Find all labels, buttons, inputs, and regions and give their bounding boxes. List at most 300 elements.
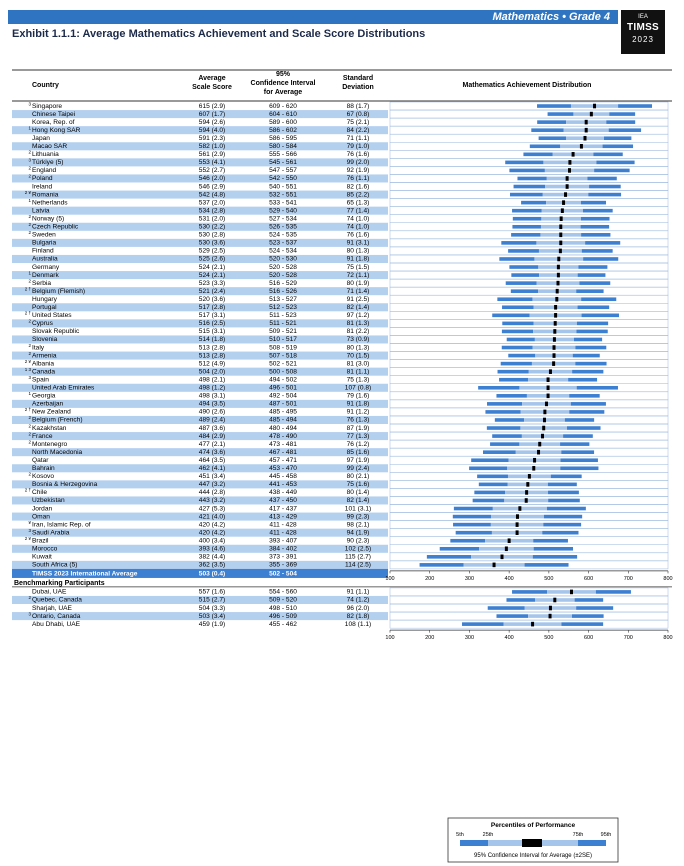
percentile-5-25-bar: [497, 297, 532, 301]
average-marker: [525, 498, 528, 503]
confidence-interval: 586 - 595: [269, 134, 297, 142]
country-name: Türkiye (5): [32, 159, 64, 167]
percentile-75-95-bar: [581, 233, 610, 237]
average-marker: [570, 590, 573, 595]
percentile-75-95-bar: [533, 539, 568, 543]
average-marker: [547, 394, 550, 399]
confidence-interval: 500 - 508: [269, 368, 297, 376]
country-name: Sharjah, UAE: [32, 604, 72, 612]
average-marker: [559, 233, 562, 238]
percentile-75-95-bar: [572, 614, 604, 618]
standard-deviation: 98 (2.1): [346, 521, 370, 529]
standard-deviation: 82 (1.4): [346, 304, 370, 311]
confidence-interval: 542 - 550: [269, 175, 297, 183]
benchmark-title: Benchmarking Participants: [14, 579, 105, 587]
confidence-interval: 580 - 584: [269, 143, 297, 150]
standard-deviation: 75 (1.6): [346, 481, 370, 489]
average-score: 530 (2.8): [198, 231, 226, 239]
country-name: South Africa (5): [32, 561, 78, 569]
country-name: Abu Dhabi, UAE: [32, 620, 81, 628]
average-marker: [583, 136, 586, 141]
country-note: 2: [28, 415, 31, 421]
country-name: Qatar: [32, 456, 49, 464]
standard-deviation: 92 (1.9): [346, 167, 370, 175]
percentile-5-25-bar: [490, 442, 519, 446]
col-sd-header-2: Deviation: [342, 84, 374, 91]
confidence-interval: 496 - 501: [269, 384, 297, 392]
country-name: Georgia: [32, 392, 56, 400]
confidence-interval: 411 - 428: [269, 521, 297, 529]
percentile-75-95-bar: [581, 297, 616, 301]
country-name: Norway (5): [32, 215, 65, 223]
confidence-interval: 393 - 407: [269, 537, 297, 545]
percentile-5-25-bar: [537, 104, 571, 108]
percentile-75-95-bar: [594, 169, 629, 173]
average-marker: [516, 522, 519, 527]
average-score: 525 (2.6): [198, 255, 226, 263]
average-marker: [566, 184, 569, 189]
country-name: Bulgaria: [32, 239, 57, 247]
confidence-interval: 496 - 509: [269, 612, 297, 620]
standard-deviation: 82 (1.8): [346, 612, 370, 620]
average-marker: [553, 353, 556, 358]
country-note: 2 ¥: [24, 358, 31, 364]
country-name: Ireland: [32, 183, 53, 191]
average-marker: [559, 224, 562, 229]
average-marker: [549, 369, 552, 374]
country-name: Slovenia: [32, 336, 58, 344]
country-note: 1 3: [24, 366, 31, 372]
confidence-interval: 527 - 534: [269, 215, 297, 223]
country-name: Saudi Arabia: [32, 529, 70, 537]
percentile-75-95-bar: [575, 598, 604, 602]
average-score: 484 (2.9): [198, 432, 226, 440]
confidence-interval: 485 - 494: [269, 416, 297, 424]
standard-deviation: 81 (1.3): [346, 320, 370, 328]
average-score: 524 (2.1): [198, 263, 226, 271]
percentile-75-95-bar: [533, 555, 577, 559]
percentile-75-95-bar: [548, 491, 579, 495]
percentile-75-95-bar: [561, 458, 598, 462]
country-note: 3: [28, 101, 31, 107]
percentile-5-25-bar: [517, 177, 546, 181]
country-note: 3: [28, 611, 31, 617]
percentile-75-95-bar: [578, 273, 606, 277]
average-marker: [552, 361, 555, 366]
average-score: 400 (3.4): [198, 537, 226, 545]
average-marker: [541, 434, 544, 439]
percentile-5-25-bar: [499, 378, 528, 382]
average-score: 529 (2.5): [198, 247, 226, 255]
standard-deviation: 85 (2.2): [346, 191, 370, 199]
x-tick-label: 100: [385, 635, 395, 642]
percentile-75-95-bar: [609, 128, 641, 132]
average-marker: [553, 337, 556, 342]
average-marker: [553, 598, 556, 603]
standard-deviation: 71 (1.1): [346, 134, 370, 142]
average-score: 382 (4.4): [198, 553, 226, 561]
average-score: 362 (3.5): [198, 561, 226, 569]
country-note: 1: [28, 197, 31, 203]
x-tick-label: 700: [623, 575, 633, 582]
average-marker: [568, 160, 571, 165]
x-tick-label: 600: [583, 575, 594, 582]
country-note: 2 ¥: [24, 535, 31, 541]
country-name: North Macedonia: [32, 448, 83, 456]
confidence-interval: 480 - 494: [269, 424, 297, 432]
average-marker: [556, 281, 559, 286]
standard-deviation: 115 (2.7): [345, 553, 371, 561]
average-marker: [566, 176, 569, 181]
percentile-5-25-bar: [539, 136, 566, 140]
confidence-interval: 492 - 504: [269, 392, 297, 400]
average-score: 504 (2.0): [198, 368, 226, 376]
average-marker: [516, 514, 519, 519]
col-avg-header-1: Average: [198, 75, 226, 82]
standard-deviation: 75 (1.3): [346, 376, 370, 384]
confidence-interval: 417 - 437: [269, 505, 297, 513]
average-marker: [505, 546, 508, 551]
standard-deviation: 73 (0.9): [346, 336, 370, 344]
standard-deviation: 108 (1.1): [344, 620, 372, 628]
percentile-5-25-bar: [487, 426, 521, 430]
average-score: 515 (2.7): [198, 596, 226, 604]
average-score: 447 (3.2): [198, 481, 226, 489]
confidence-interval: 520 - 530: [269, 255, 297, 263]
average-marker: [538, 442, 541, 447]
average-marker: [593, 104, 596, 109]
confidence-interval: 524 - 534: [269, 247, 297, 255]
percentile-5-25-bar: [512, 225, 541, 229]
percentile-5-25-bar: [509, 169, 544, 173]
average-score: 420 (4.2): [198, 521, 226, 529]
percentile-75-95-bar: [547, 507, 586, 511]
standard-deviation: 77 (1.3): [346, 432, 370, 440]
country-note: 2: [28, 149, 31, 155]
average-marker: [555, 297, 558, 302]
percentile-5-25-bar: [440, 547, 479, 551]
country-note: 2: [28, 439, 31, 445]
average-marker: [525, 490, 528, 495]
average-marker: [547, 377, 550, 382]
average-score: 498 (3.1): [198, 392, 226, 400]
country-note: 2 ¥: [24, 189, 31, 195]
x-tick-label: 800: [663, 575, 673, 582]
standard-deviation: 80 (1.3): [346, 247, 370, 255]
confidence-interval: 498 - 510: [269, 604, 297, 612]
confidence-interval: 589 - 600: [269, 118, 297, 126]
legend-p75: 75th: [572, 832, 584, 838]
average-marker: [508, 538, 511, 543]
legend-p5: 5th: [456, 832, 464, 838]
confidence-interval: 511 - 521: [269, 320, 297, 328]
country-name: Ontario, Canada: [32, 612, 81, 620]
legend-high-bar: [578, 840, 606, 846]
confidence-interval: 373 - 391: [269, 553, 297, 561]
percentile-75-95-bar: [606, 120, 635, 124]
percentile-5-25-bar: [506, 281, 537, 285]
country-note: 2: [28, 431, 31, 437]
percentile-5-25-bar: [488, 606, 525, 610]
percentile-5-25-bar: [506, 598, 535, 602]
average-score: 520 (3.6): [198, 295, 226, 303]
percentile-5-25-bar: [420, 563, 464, 567]
percentile-5-25-bar: [492, 434, 522, 438]
average-marker: [549, 614, 552, 619]
confidence-interval: 413 - 429: [269, 513, 297, 521]
legend-title: Percentiles of Performance: [490, 822, 576, 829]
average-score: 594 (2.6): [198, 118, 226, 126]
percentile-75-95-bar: [603, 144, 633, 148]
country-note: 2: [28, 342, 31, 348]
average-marker: [554, 321, 557, 326]
percentile-5-25-bar: [485, 410, 520, 414]
country-name: Lithuania: [32, 151, 59, 159]
col-ci-header-3: for Average: [263, 89, 303, 96]
average-score: 594 (4.0): [198, 126, 226, 134]
percentile-75-95-bar: [581, 225, 610, 229]
average-marker: [585, 128, 588, 133]
confidence-interval: 532 - 551: [269, 191, 297, 199]
percentile-75-95-bar: [582, 249, 613, 253]
confidence-interval: 445 - 458: [269, 473, 297, 481]
x-tick-label: 600: [583, 635, 594, 642]
percentile-75-95-bar: [565, 418, 594, 422]
standard-deviation: 114 (2.5): [345, 561, 371, 569]
country-name: Finland: [32, 247, 54, 255]
standard-deviation: 97 (1.9): [346, 456, 370, 464]
country-note: 2 †: [24, 487, 31, 493]
average-score: 537 (2.0): [198, 199, 226, 207]
confidence-interval: 441 - 453: [269, 481, 297, 489]
country-name: Netherlands: [32, 199, 68, 207]
x-tick-label: 500: [544, 635, 554, 642]
country-name: Armenia: [32, 352, 57, 360]
average-marker: [532, 466, 535, 471]
country-name: Spain: [32, 376, 49, 384]
country-name: Macao SAR: [32, 143, 68, 150]
confidence-interval: 478 - 490: [269, 432, 297, 440]
percentile-75-95-bar: [593, 153, 622, 157]
percentile-5-25-bar: [496, 394, 526, 398]
percentile-75-95-bar: [569, 410, 604, 414]
percentile-5-25-bar: [531, 128, 563, 132]
confidence-interval: 487 - 501: [269, 400, 297, 408]
percentile-5-25-bar: [450, 539, 485, 543]
country-name: Poland: [32, 175, 53, 183]
percentile-75-95-bar: [577, 322, 608, 326]
percentile-5-25-bar: [514, 185, 546, 189]
confidence-interval: 453 - 470: [269, 465, 297, 472]
country-note: 2: [28, 350, 31, 356]
average-marker: [554, 305, 557, 310]
average-score: 513 (2.8): [198, 352, 226, 360]
x-tick-label: 400: [504, 575, 514, 582]
average-marker: [572, 152, 575, 157]
percentile-5-25-bar: [511, 233, 540, 237]
average-score: 451 (3.4): [198, 473, 226, 481]
average-score: 494 (3.5): [198, 400, 226, 408]
percentile-75-95-bar: [581, 201, 606, 205]
average-marker: [557, 257, 560, 262]
percentile-75-95-bar: [572, 370, 603, 374]
standard-deviation: 91 (1.2): [346, 408, 370, 416]
standard-deviation: 75 (1.5): [346, 263, 370, 271]
standard-deviation: 76 (1.1): [346, 175, 370, 183]
standard-deviation: 96 (2.0): [346, 604, 370, 612]
percentile-5-25-bar: [469, 466, 507, 470]
percentile-75-95-bar: [578, 265, 607, 269]
confidence-interval: 457 - 471: [269, 456, 297, 464]
average-marker: [493, 563, 496, 568]
confidence-interval: 438 - 449: [269, 489, 297, 497]
country-name: Singapore: [32, 102, 63, 110]
average-marker: [543, 410, 546, 415]
country-name: Denmark: [32, 271, 59, 279]
standard-deviation: 72 (1.1): [346, 271, 370, 279]
standard-deviation: 74 (1.2): [346, 596, 370, 604]
percentile-5-25-bar: [502, 346, 533, 350]
percentile-75-95-bar: [543, 523, 581, 527]
country-note: 2 †: [24, 407, 31, 413]
percentile-75-95-bar: [576, 330, 607, 334]
percentile-75-95-bar: [583, 257, 618, 261]
percentile-75-95-bar: [596, 161, 634, 165]
x-tick-label: 500: [544, 575, 554, 582]
confidence-interval: 586 - 602: [269, 126, 297, 134]
percentile-75-95-bar: [563, 434, 593, 438]
percentile-5-25-bar: [498, 370, 529, 374]
standard-deviation: 74 (1.0): [346, 215, 370, 223]
percentile-75-95-bar: [561, 450, 594, 454]
country-note: 2: [28, 173, 31, 179]
average-marker: [560, 216, 563, 221]
confidence-interval: 540 - 551: [269, 183, 297, 191]
average-marker: [556, 289, 559, 294]
average-score: 462 (4.1): [198, 465, 226, 472]
subject-label: Mathematics • Grade 4: [492, 11, 610, 23]
percentile-5-25-bar: [499, 257, 534, 261]
average-score: 546 (2.9): [198, 183, 226, 191]
standard-deviation: 81 (3.0): [346, 360, 370, 368]
average-score: 582 (1.0): [198, 143, 226, 150]
percentile-75-95-bar: [589, 185, 621, 189]
country-note: 2: [28, 213, 31, 219]
percentile-75-95-bar: [574, 338, 602, 342]
percentile-75-95-bar: [585, 241, 620, 245]
confidence-interval: 509 - 521: [269, 328, 297, 336]
average-score: 421 (4.0): [198, 513, 226, 521]
percentile-75-95-bar: [548, 483, 577, 487]
average-score: 503 (3.4): [198, 612, 226, 620]
percentile-5-25-bar: [505, 161, 543, 165]
country-name: Azerbaijan: [32, 400, 64, 408]
percentile-5-25-bar: [495, 418, 524, 422]
average-marker: [590, 112, 593, 117]
country-name: Sweden: [32, 231, 56, 239]
percentile-75-95-bar: [573, 354, 600, 358]
country-name: England: [32, 167, 57, 175]
country-name: Quebec, Canada: [32, 596, 82, 604]
average-marker: [531, 622, 534, 627]
average-marker: [547, 385, 550, 390]
percentile-75-95-bar: [578, 305, 610, 309]
country-note: 2: [28, 595, 31, 601]
percentile-75-95-bar: [560, 466, 598, 470]
standard-deviation: 91 (3.1): [346, 239, 370, 247]
standard-deviation: 102 (2.5): [344, 545, 372, 553]
confidence-interval: 512 - 523: [269, 304, 297, 311]
average-score: 515 (3.1): [198, 328, 226, 336]
percentile-5-25-bar: [477, 475, 508, 479]
country-name: New Zealand: [32, 408, 71, 416]
confidence-interval: 555 - 566: [269, 151, 297, 159]
confidence-interval: 355 - 369: [269, 561, 297, 569]
standard-deviation: 81 (2.2): [346, 328, 370, 336]
average-score: 561 (2.9): [198, 151, 226, 159]
intl-average-ci: 502 - 504: [269, 570, 297, 578]
percentile-5-25-bar: [483, 450, 516, 454]
percentile-5-25-bar: [478, 386, 519, 390]
country-note: 2: [28, 471, 31, 477]
standard-deviation: 97 (1.2): [346, 312, 370, 320]
percentile-5-25-bar: [479, 483, 508, 487]
average-score: 513 (2.8): [198, 344, 226, 352]
average-score: 615 (2.9): [198, 102, 226, 110]
average-marker: [516, 530, 519, 535]
country-note: 2: [28, 222, 31, 227]
confidence-interval: 473 - 481: [269, 440, 297, 448]
x-tick-label: 200: [425, 635, 435, 642]
average-score: 530 (3.6): [198, 239, 226, 247]
average-score: 474 (3.6): [198, 448, 226, 456]
country-name: Kazakhstan: [32, 424, 67, 432]
standard-deviation: 80 (1.3): [346, 344, 370, 352]
country-name: Italy: [32, 344, 45, 352]
country-name: Chinese Taipei: [32, 110, 76, 118]
country-name: Kuwait: [32, 553, 52, 561]
col-ci-header-1: 95%: [275, 71, 291, 78]
legend-ci-marker: [522, 839, 542, 847]
percentile-5-25-bar: [492, 314, 529, 318]
confidence-interval: 547 - 557: [269, 167, 297, 175]
standard-deviation: 101 (3.1): [344, 505, 372, 513]
x-tick-label: 400: [504, 635, 514, 642]
percentile-5-25-bar: [512, 590, 547, 594]
standard-deviation: 79 (1.6): [346, 392, 370, 400]
percentile-5-25-bar: [502, 330, 533, 334]
average-marker: [543, 418, 546, 423]
average-score: 420 (4.2): [198, 529, 226, 537]
country-name: United Arab Emirates: [32, 384, 95, 392]
col-ci-header-2: Confidence Interval: [250, 80, 316, 87]
percentile-5-25-bar: [508, 354, 535, 358]
average-score: 517 (2.8): [198, 304, 226, 311]
confidence-interval: 437 - 450: [269, 497, 297, 505]
percentile-75-95-bar: [576, 289, 603, 293]
x-tick-label: 700: [623, 635, 633, 642]
average-score: 542 (4.8): [198, 191, 226, 199]
average-marker: [562, 200, 565, 205]
confidence-interval: 524 - 535: [269, 231, 297, 239]
average-marker: [580, 144, 583, 149]
country-name: Belgium (French): [32, 416, 83, 424]
country-name: Romania: [32, 191, 59, 199]
percentile-5-25-bar: [454, 507, 493, 511]
country-name: Chile: [32, 489, 48, 497]
country-note: 2: [28, 423, 31, 429]
percentile-5-25-bar: [548, 112, 574, 116]
